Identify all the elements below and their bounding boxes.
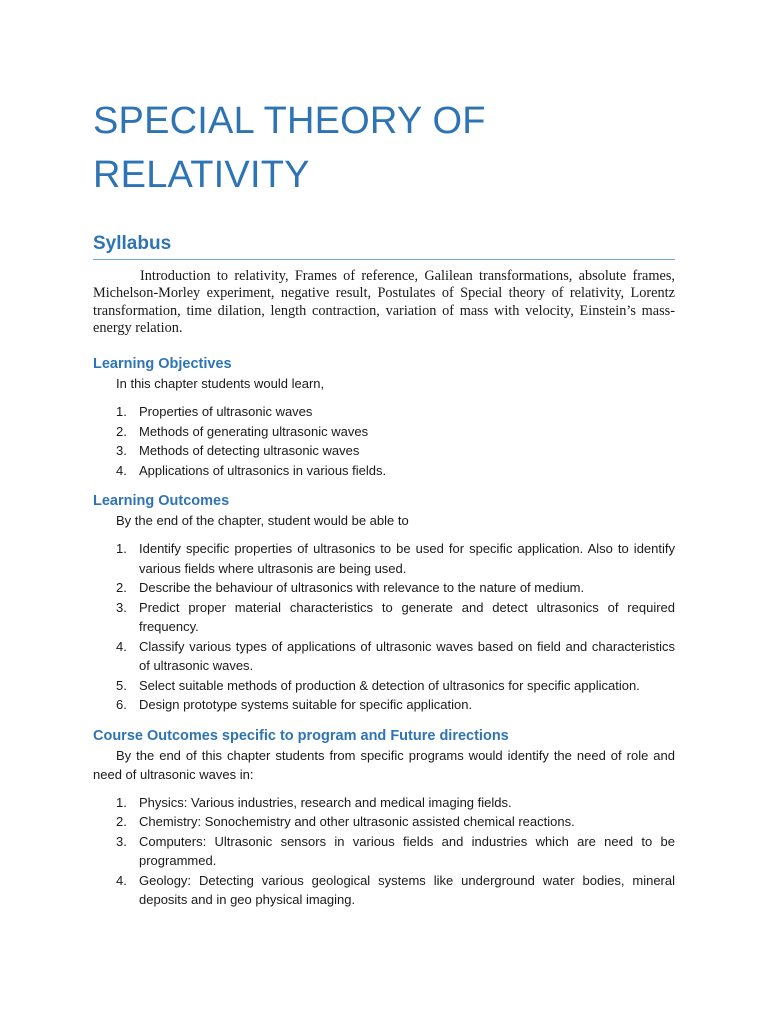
list-item-text: Classify various types of applications of ultrasonic waves based on field and characteristics of ultrasonic waves. (139, 638, 675, 674)
title-line-1: SPECIAL THEORY OF (93, 100, 486, 142)
list-item-number: 4. (116, 872, 127, 888)
page-title (93, 94, 675, 202)
syllabus-heading: Syllabus (93, 232, 675, 260)
list-item-number: 2. (116, 814, 127, 830)
list-item-number: 4. (116, 462, 127, 478)
list-item-text: Identify specific properties of ultrasonics to be used for specific application. Also to identify various fields where ultrasonis are being used. (139, 541, 675, 576)
learning-outcomes-section (93, 492, 675, 715)
learning-outcomes-list (93, 539, 675, 715)
list-item (93, 578, 675, 598)
list-item-number: 3. (116, 443, 127, 459)
list-item-number: 3. (116, 599, 127, 615)
learning-objectives-section (93, 355, 675, 480)
list-item (93, 422, 675, 442)
list-item-number: 1. (116, 541, 127, 557)
title-line-2: RELATIVITY (93, 154, 310, 196)
list-item-text: Applications of ultrasonics in various fields. (139, 462, 387, 478)
course-outcomes-list (93, 793, 675, 910)
list-item (93, 812, 675, 832)
list-item (93, 871, 675, 910)
list-item (93, 695, 675, 715)
learning-objectives-list (93, 402, 675, 480)
list-item (93, 402, 675, 422)
list-item-number: 4. (116, 638, 127, 654)
list-item-text: Geology: Detecting various geological systems like underground water bodies, mineral deposits and in geo physical imaging. (139, 872, 675, 908)
list-item (93, 461, 675, 481)
learning-outcomes-heading: Learning Outcomes (93, 493, 230, 510)
list-item (93, 676, 675, 696)
list-item (93, 793, 675, 813)
list-item-number: 1. (116, 404, 127, 420)
list-item-number: 1. (116, 794, 127, 810)
list-item (93, 637, 675, 676)
list-item-number: 2. (116, 580, 127, 596)
learning-outcomes-intro: By the end of the chapter, student would be able to (116, 513, 409, 529)
list-item (93, 539, 675, 578)
list-item-number: 6. (116, 697, 127, 713)
list-item (93, 598, 675, 637)
list-item-text: Methods of generating ultrasonic waves (139, 423, 369, 439)
list-item-text: Computers: Ultrasonic sensors in various fields and industries which are need to be programmed. (139, 833, 675, 869)
course-outcomes-intro: By the end of this chapter students from specific programs would identify the need of role and need of ultrasonic waves in: (93, 747, 675, 782)
list-item-number: 5. (116, 677, 127, 693)
list-item (93, 832, 675, 871)
list-item (93, 441, 675, 461)
list-item-text: Properties of ultrasonic waves (139, 404, 313, 420)
list-item-text: Select suitable methods of production & detection of ultrasonics for specific application. (139, 677, 640, 693)
learning-objectives-heading: Learning Objectives (93, 356, 232, 373)
list-item-text: Methods of detecting ultrasonic waves (139, 443, 360, 459)
list-item-number: 2. (116, 423, 127, 439)
list-item-text: Physics: Various industries, research and medical imaging fields. (139, 794, 512, 810)
list-item-text: Predict proper material characteristics to generate and detect ultrasonics of required frequency. (139, 599, 675, 635)
syllabus-body: Introduction to relativity, Frames of reference, Galilean transformations, absolute frames, Michelson-Morley experiment, negative result, Postulates of Special theory of relativity, Lorentz transformation, time dilation, length contraction, variation of mass with velocity, Einstein’s mass-energy relation. (93, 268, 675, 336)
course-outcomes-section (93, 727, 675, 910)
course-outcomes-heading: Course Outcomes specific to program and Future directions (93, 727, 509, 744)
list-item-number: 3. (116, 833, 127, 849)
list-item-text: Describe the behaviour of ultrasonics with relevance to the nature of medium. (139, 580, 585, 596)
learning-objectives-intro: In this chapter students would learn, (116, 376, 325, 392)
list-item-text: Design prototype systems suitable for specific application. (139, 697, 473, 713)
list-item-text: Chemistry: Sonochemistry and other ultrasonic assisted chemical reactions. (139, 814, 575, 830)
